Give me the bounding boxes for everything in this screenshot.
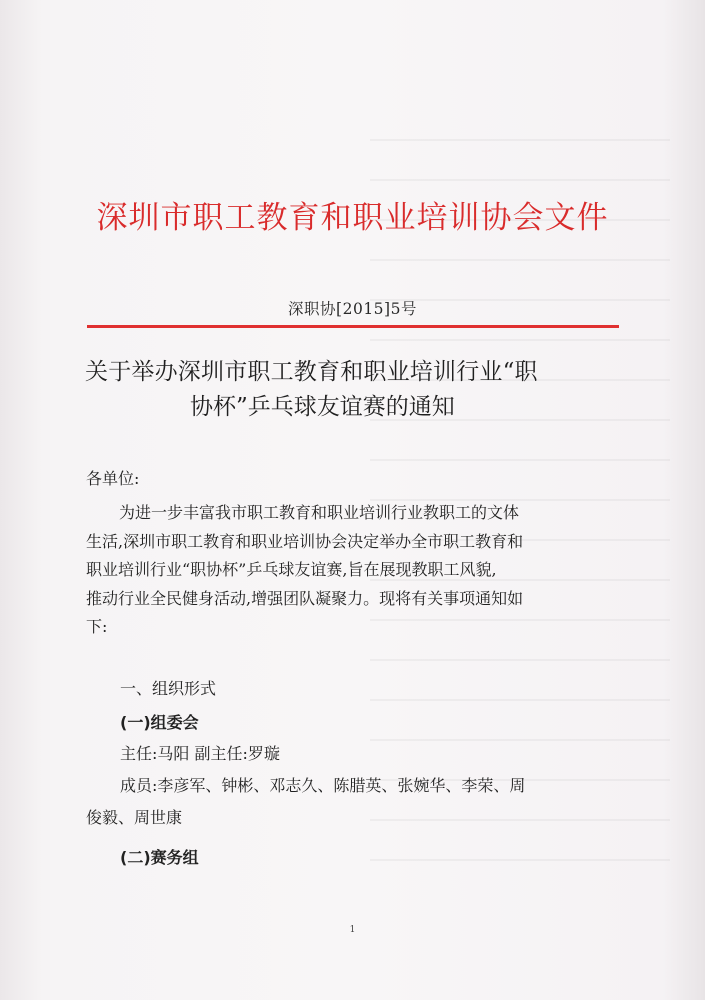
body-line: 推动行业全民健身活动,增强团队凝聚力。现将有关事项通知如 (86, 588, 524, 608)
body-paragraph (86, 499, 626, 642)
page-number: 1 (349, 925, 356, 935)
subsection-heading: (一)组委会 (120, 713, 199, 732)
document-title-line-2: 协杯”乒乓球友谊赛的通知 (190, 394, 455, 420)
organization-header: 深圳市职工教育和职业培训协会文件 (96, 200, 609, 236)
section-heading: 一、组织形式 (120, 679, 217, 698)
members-line: 成员:李彦军、钟彬、邓志久、陈腊英、张婉华、李荣、周 (120, 776, 526, 795)
body-line: 生活,深圳市职工教育和职业培训协会决定举办全市职工教育和 (86, 531, 524, 551)
red-divider-line (87, 325, 619, 328)
director-line: 主任:马阳 副主任:罗璇 (120, 744, 280, 763)
subsection-heading: (二)赛务组 (120, 848, 199, 867)
body-line: 为进一步丰富我市职工教育和职业培训行业教职工的文体 (119, 503, 520, 522)
body-line: 职业培训行业“职协杯”乒乓球友谊赛,旨在展现教职工风貌, (86, 560, 497, 579)
body-line: 下: (86, 617, 108, 636)
document-title (85, 355, 630, 425)
members-line-continued: 俊毅、周世康 (86, 808, 183, 827)
salutation: 各单位: (86, 469, 140, 488)
document-title-line-1: 关于举办深圳市职工教育和职业培训行业“职 (85, 359, 538, 385)
document-number: 深职协[2015]5号 (288, 300, 417, 318)
